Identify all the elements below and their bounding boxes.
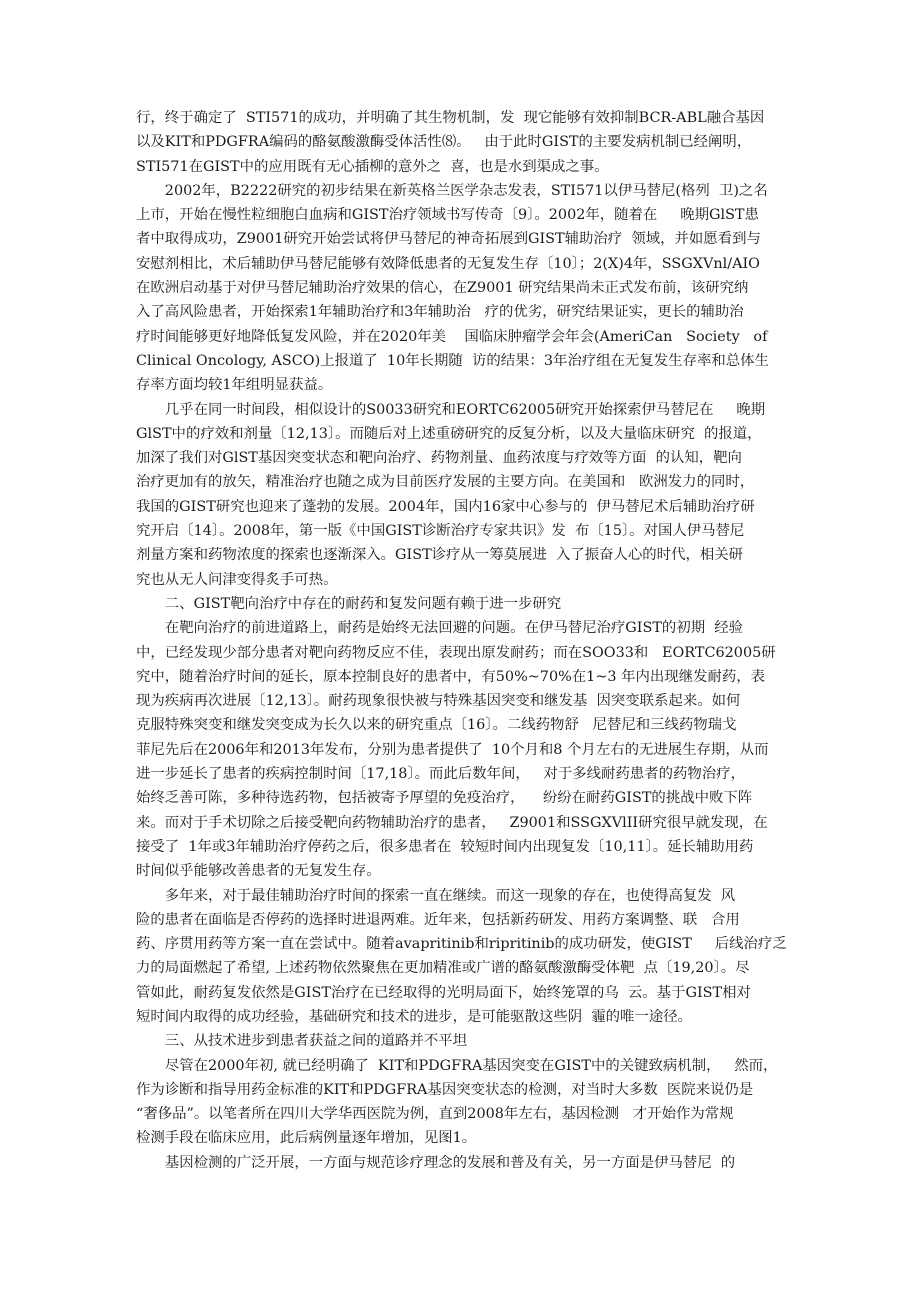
text-line: 药、序贯用药等方案一直在尝试中。随着avapritinib和ripritinib的成功研发，使GIST 后线治疗乏 <box>136 936 787 953</box>
text-line: 菲尼先后在2006年和2013年发布，分别为患者提供了 10个月和8 个月左右的无进展生存期，从而 <box>136 741 769 758</box>
text-line: STI571在GIST中的应用既有无心插柳的意外之 喜，也是水到渠成之事。 <box>136 158 609 175</box>
text-line: 险的患者在面临是否停药的选择时进退两难。近年来，包括新药研发、用药方案调整、联 合用 <box>136 911 740 928</box>
text-line: 力的局面燃起了希望, 上述药物依然聚焦在更加精准或广谱的酪氨酸激酶受体靶 点〔19,20〕。尽 <box>136 960 750 977</box>
text-line: 管如此，耐药复发依然是GIST治疗在已经取得的光明局面下，始终笼罩的乌 云。基于GIST相对 <box>136 984 751 1001</box>
paragraph-genetic-testing <box>136 1054 788 1151</box>
text-line: 多年来，对于最佳辅助治疗时间的探索一直在继续。而这一现象的存在，也使得高复发 风 <box>164 887 736 904</box>
text-line: 究中，随着治疗时间的延长，原本控制良好的患者中，有50%~70%在1~3 年内出现继发耐药，表 <box>136 668 766 685</box>
text-line: 存率方面均较1年组明显获益。 <box>136 377 333 394</box>
text-line: 检测手段在临床应用，此后病例量逐年增加，见图1。 <box>136 1130 477 1147</box>
text-line: 来。而对于手术切除之后接受靶向药物辅助治疗的患者， Z9001和SSGXVlII研究很早就发现，在 <box>136 814 768 831</box>
text-line: 基因检测的广泛开展，一方面与规范诊疗理念的发展和普及有关，另一方面是伊马替尼 的 <box>164 1154 736 1171</box>
text-line: 剂量方案和药物浓度的探索也逐渐深入。GIST诊疗从一筹莫展进 入了振奋人心的时代，相关研 <box>136 547 744 564</box>
heading-line: 二、GIST靶向治疗中存在的耐药和复发问题有赖于进一步研究 <box>164 595 562 612</box>
text-line: 究也从无人问津变得炙手可热。 <box>136 571 338 588</box>
text-line: 时间似乎能够改善患者的无复发生存。 <box>136 863 381 880</box>
section-heading-2 <box>136 592 788 616</box>
text-line: 者中取得成功，Z9001研究开始尝试将伊马替尼的神奇拓展到GIST辅助治疗 领域，并如愿看到与 <box>136 231 761 248</box>
text-line: 加深了我们对GlST基因突变状态和靶向治疗、药物剂量、血药浓度与疗效等方面 的认知，靶向 <box>136 450 742 467</box>
text-line: 上市，开始在慢性粒细胞白血病和GIST治疗领域书写传奇〔9〕。2002年，随着在 晚期GlST患 <box>136 207 759 224</box>
paragraph-testing-adoption <box>136 1151 788 1175</box>
paragraph-s0033-eortc <box>136 398 788 592</box>
paragraph-adjuvant-duration <box>136 884 788 1030</box>
text-line: 在靶向治疗的前进道路上，耐药是始终无法回避的问题。在伊马替尼治疗GIST的初期 经验 <box>164 620 744 637</box>
paragraph-resistance <box>136 616 788 883</box>
text-line: Clinical Oncology, ASCO)上报道了 10年长期随 访的结果：3年治疗组在无复发生存率和总体生 <box>136 352 769 369</box>
text-line: 进一步延长了患者的疾病控制时间〔17,18〕。而此后数年间， 对于多线耐药患者的药物治疗， <box>136 766 745 783</box>
text-line: 作为诊断和指导用药金标准的KIT和PDGFRA基因突变状态的检测，对当时大多数 医院来说仍是 <box>136 1081 754 1098</box>
text-line: 在欧洲启动基于对伊马替尼辅助治疗效果的信心，在Z9001 研究结果尚未正式发布前，该研究纳 <box>136 280 749 297</box>
text-line: 治疗更加有的放矢，精准治疗也随之成为目前医疗发展的主要方向。在美国和 欧洲发力的同时， <box>136 474 755 491</box>
text-line: 2002年，B2222研究的初步结果在新英格兰医学杂志发表，STI571以伊马替尼(格列 卫)之名 <box>164 182 768 199</box>
text-line: 入了高风险患者，开始探索1年辅助治疗和3年辅助治 疗的优劣，研究结果证实，更长的辅助治 <box>136 304 744 321</box>
text-line: 克服特殊突变和继发突变成为长久以来的研究重点〔16〕。二线药物舒 尼替尼和三线药物瑞戈 <box>136 717 737 734</box>
text-line: 现为疾病再次进展〔12,13〕。耐药现象很快被与特殊基因突变和继发基 因突变联系起来。如何 <box>136 693 741 710</box>
text-line: 我国的GIST研究也迎来了蓬勃的发展。2004年，国内16家中心参与的 伊马替尼术后辅助治疗研 <box>136 498 755 515</box>
text-line: 始终乏善可陈，多种待选药物，包括被寄予厚望的免疫治疗， 纷纷在耐药GIST的挑战中败下阵 <box>136 790 753 807</box>
document-page <box>136 106 788 1175</box>
text-line: 以及KIT和PDGFRA编码的酪氨酸激酶受体活性⑻。 由于此时GIST的主要发病机制已经阐明， <box>136 134 752 151</box>
text-line: GlST中的疗效和剂量〔12,13〕。而随后对上述重磅研究的反复分析，以及大量临床研究 的报道， <box>136 425 762 442</box>
section-heading-3 <box>136 1029 788 1053</box>
text-line: 短时间内取得的成功经验，基础研究和技术的进步，是可能驱散这些阴 霾的唯一途径。 <box>136 1008 692 1025</box>
text-line: “奢侈品”。以笔者所在四川大学华西医院为例，直到2008年左右，基因检测 才开始作为常规 <box>136 1106 734 1123</box>
text-line: 究开启〔14〕。2008年，第一版《中国GIST诊断治疗专家共识》发 布〔15〕。对国人伊马替尼 <box>136 523 745 540</box>
paragraph-imatinib-discovery <box>136 106 788 179</box>
text-line: 行，终于确定了 STI571的成功，并明确了其生物机制，发 现它能够有效抑制BCR-ABL融合基因 <box>136 110 765 126</box>
text-line: 几乎在同一时间段，相似设计的S0033研究和EORTC62005研究开始探索伊马替尼在 晚期 <box>164 401 766 418</box>
heading-line: 三、从技术进步到患者获益之间的道路并不平坦 <box>164 1033 468 1050</box>
paragraph-b2222-z9001 <box>136 179 788 398</box>
text-line: 安慰剂相比，术后辅助伊马替尼能够有效降低患者的无复发生存〔10〕；2(X)4年，SSGXVnl/AIO <box>136 255 760 272</box>
text-line: 尽管在2000年初, 就已经明确了 KIT和PDGFRA基因突变在GIST中的关键致病机制， 然而， <box>164 1057 778 1074</box>
text-line: 中，已经发现少部分患者对靶向药物反应不佳，表现出原发耐药；而在SOO33和 EORTC62005研 <box>136 644 776 661</box>
text-line: 接受了 1年或3年辅助治疗停药之后，很多患者在 较短时间内出现复发〔10,11〕。延长辅助用药 <box>136 838 754 855</box>
text-line: 疗时间能够更好地降低复发风险，并在2020年美 国临床肿瘤学会年会(AmeriCan Society of <box>136 328 768 345</box>
